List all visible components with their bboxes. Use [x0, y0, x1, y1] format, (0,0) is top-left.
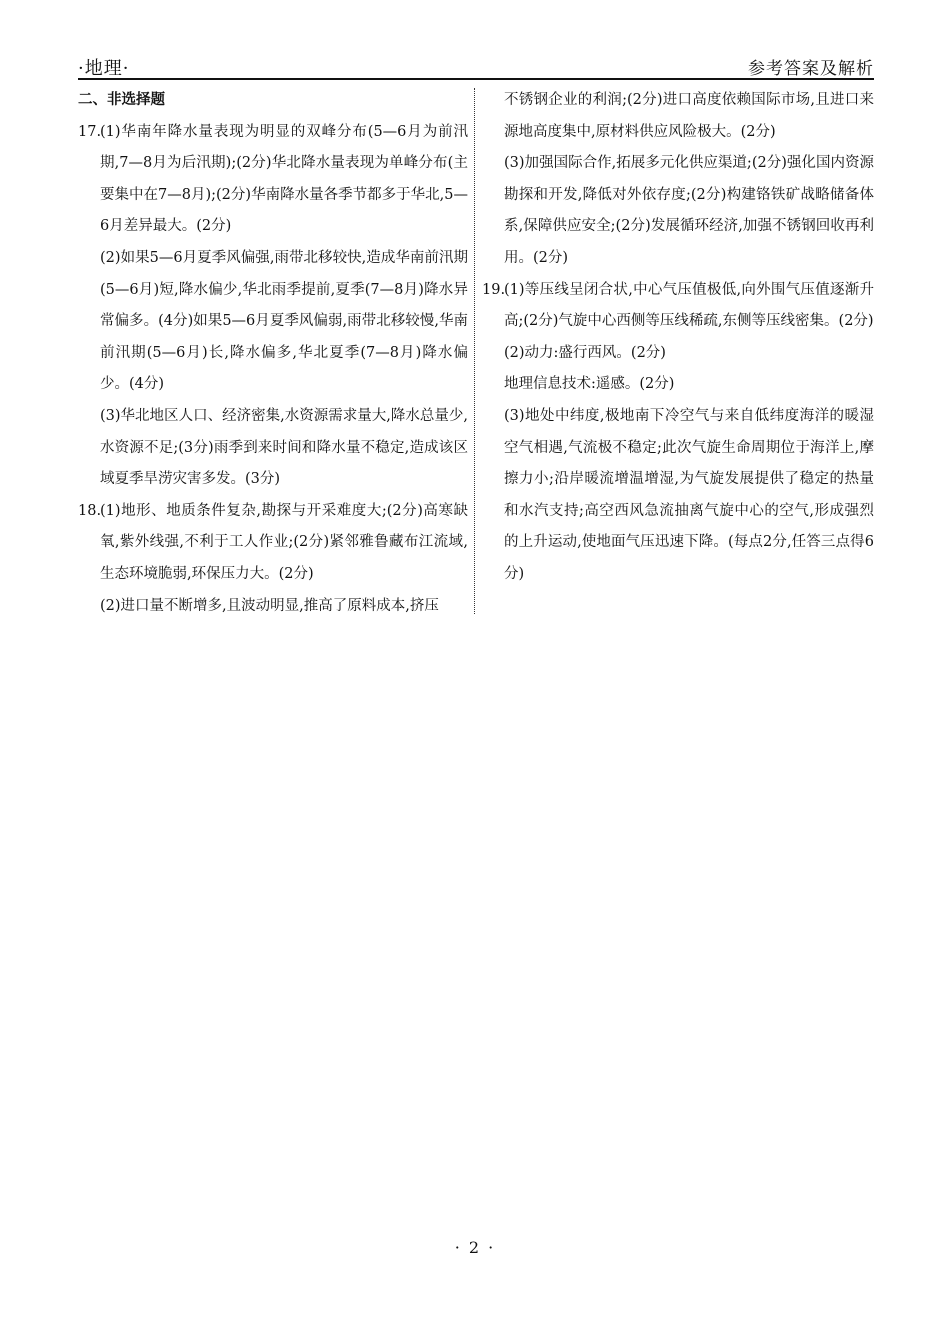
answer-paragraph: (1)地形、地质条件复杂,勘探与开采难度大;(2分)高寒缺氧,紫外线强,不利于工人作业;(2分)紧邻雅鲁藏布江流域,生态环境脆弱,环保压力大。(2分) — [100, 502, 468, 582]
answer-paragraph: (1)等压线呈闭合状,中心气压值极低,向外围气压值逐渐升高;(2分)气旋中心西侧等压线稀疏,东侧等压线密集。(2分) — [504, 281, 874, 330]
right-column — [482, 85, 874, 591]
answer-paragraph: (2)动力:盛行西风。(2分) — [504, 344, 666, 361]
subject-label: ·地理· — [78, 58, 130, 79]
answer-paragraph: 不锈钢企业的利润;(2分)进口高度依赖国际市场,且进口来源地高度集中,原材料供应风险极大。(2分) — [504, 92, 874, 140]
answer-paragraph: (3)地处中纬度,极地南下冷空气与来自低纬度海洋的暖湿空气相遇,气流极不稳定;此次气旋生命周期位于海洋上,摩擦力小;沿岸暖流增温增湿,为气旋发展提供了稳定的热量和水汽支持;高空西风急流抽离气旋中心的空气,形成强烈的上升运动,使地面气压迅速下降。(每点2分,任答三点得6分) — [504, 407, 874, 582]
page-header — [78, 52, 874, 80]
answer-paragraph: 地理信息技术:遥感。(2分) — [504, 376, 675, 393]
question-18 — [78, 496, 468, 591]
section-title: 二、非选择题 — [78, 92, 165, 108]
column-divider — [474, 88, 475, 614]
answer-paragraph: (3)华北地区人口、经济密集,水资源需求量大,降水总量少,水资源不足;(3分)雨季到来时间和降水量不稳定,造成该区域夏季旱涝灾害多发。(3分) — [100, 407, 468, 488]
left-column — [78, 85, 468, 622]
question-17 — [78, 117, 468, 243]
question-number: 19. — [482, 281, 506, 298]
answer-paragraph: (2)如果5—6月夏季风偏强,雨带北移较快,造成华南前汛期(5—6月)短,降水偏少,华北雨季提前,夏季(7—8月)降水异常偏多。(4分)如果5—6月夏季风偏弱,雨带北移较慢,华南前汛期(5—6月)长,降水偏多,华北夏季(7—8月)降水偏少。(4分) — [100, 249, 468, 393]
page-number: · 2 · — [454, 1238, 496, 1257]
question-number: 18. — [78, 502, 102, 519]
question-number: 17. — [78, 123, 102, 140]
question-19 — [482, 275, 874, 338]
answer-key-title: 参考答案及解析 — [748, 59, 874, 79]
answer-paragraph: (1)华南年降水量表现为明显的双峰分布(5—6月为前汛期,7—8月为后汛期);(2分)华北降水量表现为单峰分布(主要集中在7—8月);(2分)华南降水量各季节都多于华北,5—6月差异最大。(2分) — [100, 123, 468, 235]
answer-paragraph: (2)进口量不断增多,且波动明显,推高了原料成本,挤压 — [100, 597, 439, 614]
answer-paragraph: (3)加强国际合作,拓展多元化供应渠道;(2分)强化国内资源勘探和开发,降低对外依存度;(2分)构建铬铁矿战略储备体系,保障供应安全;(2分)发展循环经济,加强不锈钢回收再利用。(2分) — [504, 155, 874, 266]
